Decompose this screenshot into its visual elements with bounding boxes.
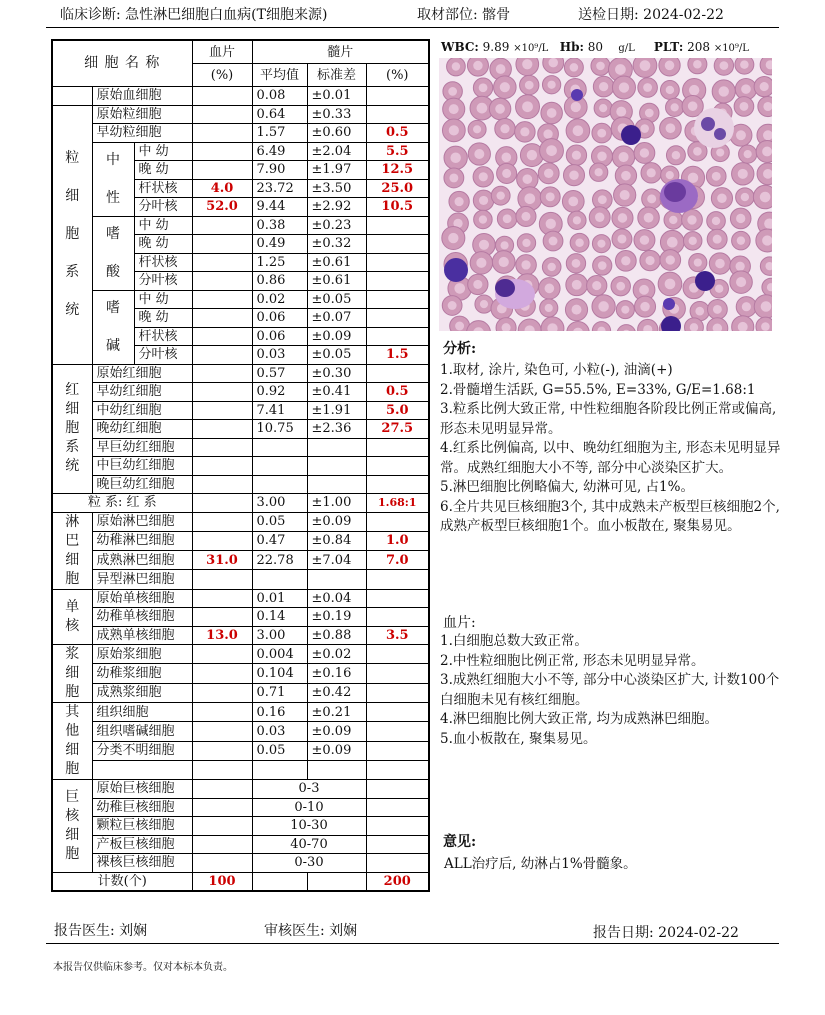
sd-value: ±1.97 <box>307 161 366 180</box>
marrow-pct: 12.5 <box>366 161 429 180</box>
cell-name: 裸核巨核细胞 <box>92 854 192 873</box>
sd-value: ±1.91 <box>307 401 366 420</box>
marrow-pct: 3.5 <box>366 626 429 645</box>
table-row <box>52 683 429 702</box>
table-row <box>52 142 429 161</box>
cell-name: 晚 幼 <box>134 161 192 180</box>
blood-pct <box>192 475 252 494</box>
blood-pct <box>192 272 252 291</box>
mean-value: 0.104 <box>252 664 307 683</box>
marrow-pct <box>366 645 429 664</box>
sd-value: ±0.60 <box>307 124 366 143</box>
table-row <box>52 438 429 457</box>
mean-value <box>252 570 307 589</box>
group-plasma: 浆 细 胞 <box>52 645 92 703</box>
plt-value: 208 <box>687 40 710 54</box>
cell-name: 原始血细胞 <box>92 87 192 106</box>
cell-name: 组织嗜碱细胞 <box>92 722 192 741</box>
table-row <box>52 364 429 383</box>
group-mega: 巨 核 细 胞 <box>52 780 92 873</box>
header-blood: 血片 <box>192 40 252 64</box>
mean-value: 0.38 <box>252 216 307 235</box>
list-item: 4.淋巴细胞比例大致正常, 均为成熟淋巴细胞。 <box>440 711 718 727</box>
group-lym: 淋 巴 细 胞 <box>52 512 92 589</box>
marrow-pct: 0.5 <box>366 124 429 143</box>
table-row <box>52 401 429 420</box>
blood-pct <box>192 438 252 457</box>
table-row <box>52 494 429 513</box>
mean-value: 0.08 <box>252 87 307 106</box>
cell-name: 中幼红细胞 <box>92 401 192 420</box>
cell-name: 早幼红细胞 <box>92 383 192 402</box>
mean-value: 7.41 <box>252 401 307 420</box>
count-label: 计数(个) <box>52 872 192 891</box>
report-doctor: 报告医生: 刘娴 <box>54 923 148 939</box>
blood-pct <box>192 703 252 722</box>
mean-value: 0.86 <box>252 272 307 291</box>
marrow-pct: 25.0 <box>366 179 429 198</box>
marrow-pct: 1.0 <box>366 531 429 550</box>
cell-name: 原始红细胞 <box>92 364 192 383</box>
list-item: 5.淋巴细胞比例略偏大, 幼淋可见, 占1%。 <box>440 479 694 495</box>
sd-value: ±0.42 <box>307 683 366 702</box>
group-ery: 红 细 胞 系 统 <box>52 364 92 494</box>
table-row <box>52 703 429 722</box>
sd-value: ±2.92 <box>307 198 366 217</box>
disclaimer: 本报告仅供临床参考。仅对本标本负责。 <box>53 962 233 973</box>
cell-name: 幼稚巨核细胞 <box>92 798 192 817</box>
mean-value: 22.78 <box>252 551 307 570</box>
blood-pct <box>192 87 252 106</box>
marrow-pct <box>366 475 429 494</box>
blood-pct <box>192 105 252 124</box>
header-marrow: 髓片 <box>252 40 429 64</box>
table-row <box>52 290 429 309</box>
cell-name: 晚巨幼红细胞 <box>92 475 192 494</box>
mean-value: 0.49 <box>252 235 307 254</box>
mean-value: 0.01 <box>252 589 307 608</box>
blood-pct: 4.0 <box>192 179 252 198</box>
marrow-pct <box>366 438 429 457</box>
subgroup-baso: 嗜 碱 <box>92 290 134 364</box>
diagnosis: 临床诊断: 急性淋巴细胞白血病(T细胞来源) <box>60 7 328 23</box>
blood-pct <box>192 383 252 402</box>
cell-name: 分叶核 <box>134 198 192 217</box>
normal-range: 0-30 <box>252 854 366 873</box>
blood-pct <box>192 124 252 143</box>
table-row <box>52 420 429 439</box>
marrow-pct <box>366 309 429 328</box>
marrow-pct <box>366 741 429 760</box>
blood-smear-title: 血片: <box>443 615 476 631</box>
sd-value: ±0.09 <box>307 722 366 741</box>
hb-value: 80 <box>587 40 604 54</box>
marrow-pct <box>366 290 429 309</box>
sample-site: 取材部位: 髂骨 <box>417 7 511 23</box>
mean-value: 7.90 <box>252 161 307 180</box>
header-mean: 平均值 <box>252 64 307 87</box>
mean-value: 0.06 <box>252 327 307 346</box>
sd-value: ±3.50 <box>307 179 366 198</box>
normal-range: 40-70 <box>252 835 366 854</box>
mean-value: 0.14 <box>252 608 307 627</box>
marrow-pct <box>366 235 429 254</box>
sd-value <box>307 570 366 589</box>
cell-name: 杆状核 <box>134 327 192 346</box>
marrow-pct <box>366 216 429 235</box>
sd-value: ±0.32 <box>307 235 366 254</box>
sd-value: ±0.21 <box>307 703 366 722</box>
wbc-value: 9.89 <box>482 40 510 54</box>
hb-label: Hb: <box>559 40 584 54</box>
submit-date: 送检日期: 2024-02-22 <box>578 7 724 23</box>
normal-range: 10-30 <box>252 817 366 836</box>
mean-value: 0.16 <box>252 703 307 722</box>
table-row <box>52 780 429 799</box>
blood-pct <box>192 253 252 272</box>
table-row <box>52 760 429 779</box>
review-doctor: 审核医生: 刘娴 <box>264 923 358 939</box>
cell-name: 原始浆细胞 <box>92 645 192 664</box>
cell-name: 中 幼 <box>134 290 192 309</box>
cell-name: 组织细胞 <box>92 703 192 722</box>
blood-stats <box>441 40 749 54</box>
normal-range: 0-10 <box>252 798 366 817</box>
blood-pct <box>192 531 252 550</box>
sd-value: ±0.01 <box>307 87 366 106</box>
mean-value: 3.00 <box>252 494 307 513</box>
table-row <box>52 383 429 402</box>
mean-value: 0.57 <box>252 364 307 383</box>
cell-name: 异型淋巴细胞 <box>92 570 192 589</box>
sd-value: ±0.33 <box>307 105 366 124</box>
sd-value <box>307 457 366 476</box>
opinion-text: ALL治疗后, 幼淋占1%骨髓象。 <box>444 856 637 872</box>
list-item: 3.粒系比例大致正常, 中性粒细胞各阶段比例正常或偏高, 形态未见明显异常。 <box>440 401 777 437</box>
sd-value: ±2.36 <box>307 420 366 439</box>
blood-pct <box>192 364 252 383</box>
sd-value <box>307 438 366 457</box>
header-pct: (%) <box>366 64 429 87</box>
blood-pct <box>192 401 252 420</box>
table-row <box>52 835 429 854</box>
mean-value: 0.03 <box>252 346 307 365</box>
blood-pct <box>192 309 252 328</box>
analysis-title: 分析: <box>443 341 477 357</box>
cell-name: 成熟浆细胞 <box>92 683 192 702</box>
blood-pct: 52.0 <box>192 198 252 217</box>
cell-name: 原始单核细胞 <box>92 589 192 608</box>
marrow-pct: 1.68:1 <box>366 494 429 513</box>
cell-name: 中 幼 <box>134 142 192 161</box>
marrow-pct <box>366 253 429 272</box>
sd-value: ±0.30 <box>307 364 366 383</box>
header-cell-name: 细 胞 名 称 <box>52 40 192 87</box>
group-gran: 粒 细 胞 系 统 <box>52 105 92 364</box>
marrow-pct <box>366 664 429 683</box>
mean-value: 3.00 <box>252 626 307 645</box>
cell-name: 产板巨核细胞 <box>92 835 192 854</box>
cell-name: 原始淋巴细胞 <box>92 512 192 531</box>
cell-name: 早巨幼红细胞 <box>92 438 192 457</box>
blood-pct <box>192 161 252 180</box>
blood-pct <box>192 216 252 235</box>
cell-name: 杆状核 <box>134 179 192 198</box>
cell-name: 晚 幼 <box>134 235 192 254</box>
marrow-pct <box>366 272 429 291</box>
table-row <box>52 531 429 550</box>
marrow-pct <box>366 683 429 702</box>
sd-value: ±0.41 <box>307 383 366 402</box>
sd-value: ±0.07 <box>307 309 366 328</box>
count-blood: 100 <box>192 872 252 891</box>
micrograph-image <box>439 58 772 331</box>
table-row <box>52 216 429 235</box>
blood-pct <box>192 512 252 531</box>
table-row <box>52 626 429 645</box>
marrow-pct <box>366 105 429 124</box>
cell-name: 原始粒细胞 <box>92 105 192 124</box>
table-row <box>52 664 429 683</box>
count-marrow: 200 <box>366 872 429 891</box>
list-item: 2.骨髓增生活跃, G=55.5%, E=33%, G/E=1.68:1 <box>440 381 756 398</box>
sd-value: ±0.05 <box>307 346 366 365</box>
blood-pct <box>192 741 252 760</box>
sd-value: ±0.09 <box>307 327 366 346</box>
marrow-pct <box>366 364 429 383</box>
mean-value: 0.02 <box>252 290 307 309</box>
list-item: 6.全片共见巨核细胞3个, 其中成熟未产板型巨核细胞2个, 成熟产板型巨核细胞1个。血小板散在, 聚集易见。 <box>440 498 780 534</box>
table-row <box>52 741 429 760</box>
normal-range: 0-3 <box>252 780 366 799</box>
opinion-title: 意见: <box>443 834 477 850</box>
mean-value <box>252 457 307 476</box>
cell-name: 成熟单核细胞 <box>92 626 192 645</box>
sd-value: ±0.16 <box>307 664 366 683</box>
table-row <box>52 817 429 836</box>
marrow-pct <box>366 87 429 106</box>
sd-value: ±0.61 <box>307 253 366 272</box>
mean-value: 0.05 <box>252 512 307 531</box>
mean-value: 6.49 <box>252 142 307 161</box>
mean-value: 0.05 <box>252 741 307 760</box>
mean-value: 0.64 <box>252 105 307 124</box>
mean-value: 0.47 <box>252 531 307 550</box>
sd-value: ±0.04 <box>307 589 366 608</box>
table-row <box>52 589 429 608</box>
plt-unit: ×10⁹/L <box>713 43 749 54</box>
wbc-unit: ×10⁹/L <box>513 43 549 54</box>
marrow-pct: 7.0 <box>366 551 429 570</box>
analysis-list <box>440 361 790 537</box>
marrow-pct: 1.5 <box>366 346 429 365</box>
marrow-pct <box>366 512 429 531</box>
list-item: 2.中性粒细胞比例正常, 形态未见明显异常。 <box>440 652 705 669</box>
group-other: 其 他 细 胞 <box>52 703 92 780</box>
mean-value <box>252 438 307 457</box>
blood-pct <box>192 722 252 741</box>
cell-name: 中巨幼红细胞 <box>92 457 192 476</box>
cell-name: 中 幼 <box>134 216 192 235</box>
mean-value: 0.71 <box>252 683 307 702</box>
sd-value: ±0.09 <box>307 512 366 531</box>
sd-value: ±1.00 <box>307 494 366 513</box>
table-row <box>52 87 429 106</box>
blood-pct <box>192 570 252 589</box>
marrow-pct <box>366 703 429 722</box>
header-blood-unit: (%) <box>192 64 252 87</box>
sd-value: ±0.84 <box>307 531 366 550</box>
blood-pct <box>192 664 252 683</box>
sd-value: ±0.05 <box>307 290 366 309</box>
blood-pct <box>192 457 252 476</box>
cell-name: 杆状核 <box>134 253 192 272</box>
cell-name: 幼稚淋巴细胞 <box>92 531 192 550</box>
blood-pct <box>192 327 252 346</box>
mean-value: 0.92 <box>252 383 307 402</box>
table-row <box>52 512 429 531</box>
marrow-pct <box>366 457 429 476</box>
cell-name: 分类不明细胞 <box>92 741 192 760</box>
sd-value: ±0.23 <box>307 216 366 235</box>
subgroup-neut: 中 性 <box>92 142 134 216</box>
blood-pct <box>192 645 252 664</box>
table-row <box>52 105 429 124</box>
header-rule <box>46 27 779 28</box>
marrow-pct <box>366 722 429 741</box>
subgroup-eos: 嗜 酸 <box>92 216 134 290</box>
cell-name: 晚 幼 <box>134 309 192 328</box>
mean-value: 0.03 <box>252 722 307 741</box>
plt-label: PLT: <box>653 40 684 54</box>
cell-name: 分叶核 <box>134 346 192 365</box>
cell-name: 成熟淋巴细胞 <box>92 551 192 570</box>
mean-value: 0.06 <box>252 309 307 328</box>
mean-value <box>252 475 307 494</box>
sd-value: ±2.04 <box>307 142 366 161</box>
sd-value: ±0.88 <box>307 626 366 645</box>
table-row <box>52 722 429 741</box>
cell-count-table <box>51 39 430 892</box>
footer-rule <box>46 943 779 944</box>
blood-pct: 31.0 <box>192 551 252 570</box>
sd-value <box>307 475 366 494</box>
wbc-label: WBC: <box>441 40 479 54</box>
mean-value: 1.57 <box>252 124 307 143</box>
sd-value: ±7.04 <box>307 551 366 570</box>
blood-pct: 13.0 <box>192 626 252 645</box>
marrow-pct: 27.5 <box>366 420 429 439</box>
blood-pct <box>192 608 252 627</box>
cell-name: 颗粒巨核细胞 <box>92 817 192 836</box>
marrow-pct: 5.0 <box>366 401 429 420</box>
table-row <box>52 608 429 627</box>
table-row <box>52 570 429 589</box>
marrow-pct <box>366 608 429 627</box>
cell-name: 粒 系: 红 系 <box>52 494 192 513</box>
marrow-pct <box>366 589 429 608</box>
blood-pct <box>192 290 252 309</box>
table-row <box>52 475 429 494</box>
blood-smear-list <box>440 632 790 749</box>
sd-value: ±0.61 <box>307 272 366 291</box>
list-item: 1.白细胞总数大致正常。 <box>440 633 588 649</box>
table-row <box>52 798 429 817</box>
cell-name: 幼稚单核细胞 <box>92 608 192 627</box>
sd-value: ±0.09 <box>307 741 366 760</box>
mean-value: 10.75 <box>252 420 307 439</box>
list-item: 1.取材, 涂片, 染色可, 小粒(-), 油滴(+) <box>440 362 673 378</box>
blood-pct <box>192 683 252 702</box>
mean-value: 0.004 <box>252 645 307 664</box>
marrow-pct <box>366 327 429 346</box>
list-item: 5.血小板散在, 聚集易见。 <box>440 730 597 747</box>
blood-pct <box>192 142 252 161</box>
blood-pct <box>192 494 252 513</box>
group-mono: 单 核 <box>52 589 92 645</box>
table-row <box>52 457 429 476</box>
report-date: 报告日期: 2024-02-22 <box>593 925 739 941</box>
mean-value: 1.25 <box>252 253 307 272</box>
table-row <box>52 124 429 143</box>
cell-name: 分叶核 <box>134 272 192 291</box>
marrow-pct: 0.5 <box>366 383 429 402</box>
cell-name: 原始巨核细胞 <box>92 780 192 799</box>
table-row <box>52 551 429 570</box>
list-item: 3.成熟红细胞大小不等, 部分中心淡染区扩大, 计数100个白细胞未见有核红细胞。 <box>440 672 780 708</box>
cell-name: 晚幼红细胞 <box>92 420 192 439</box>
sd-value: ±0.02 <box>307 645 366 664</box>
cell-name: 幼稚浆细胞 <box>92 664 192 683</box>
table-row <box>52 854 429 873</box>
cell-name: 早幼粒细胞 <box>92 124 192 143</box>
list-item: 4.红系比例偏高, 以中、晚幼红细胞为主, 形态未见明显异常。成熟红细胞大小不等, 部分中心淡染区扩大。 <box>440 440 781 476</box>
hb-unit: g/L <box>618 43 635 54</box>
sd-value: ±0.19 <box>307 608 366 627</box>
mean-value: 9.44 <box>252 198 307 217</box>
blood-pct <box>192 346 252 365</box>
blood-pct <box>192 589 252 608</box>
header-sd: 标准差 <box>307 64 366 87</box>
mean-value: 23.72 <box>252 179 307 198</box>
marrow-pct: 5.5 <box>366 142 429 161</box>
blood-pct <box>192 235 252 254</box>
marrow-pct: 10.5 <box>366 198 429 217</box>
marrow-pct <box>366 570 429 589</box>
blood-pct <box>192 420 252 439</box>
table-row <box>52 645 429 664</box>
